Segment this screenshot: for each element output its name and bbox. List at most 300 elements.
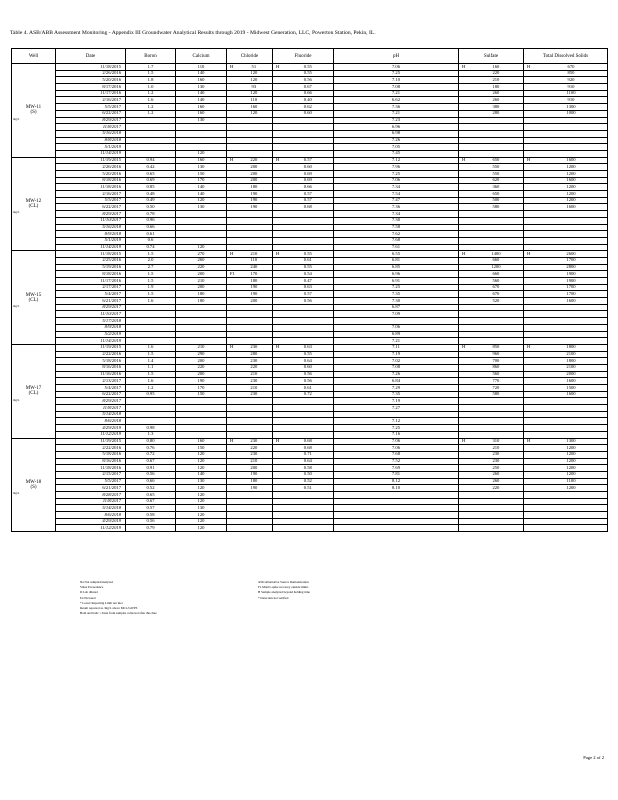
table-row <box>12 311 608 318</box>
sulfate-cell <box>459 418 524 425</box>
chloride-cell <box>227 110 273 117</box>
calcium-cell <box>176 211 227 218</box>
value: 190 <box>250 290 258 296</box>
value: 230 <box>492 458 500 464</box>
table-row <box>12 358 608 365</box>
date-cell: 2/22/2016 <box>56 445 126 452</box>
table-row <box>12 398 608 405</box>
ph-cell: 6.87 <box>334 304 459 311</box>
fluoride-cell <box>273 485 334 492</box>
well-unit: mg/L <box>13 491 20 496</box>
qualifier-flag: H <box>462 63 466 69</box>
fluoride-cell <box>273 431 334 438</box>
date-cell: 8/18/2016 <box>56 271 126 278</box>
value: 1600 <box>566 157 576 163</box>
value: 0.55 <box>303 250 312 256</box>
value: 360 <box>492 183 500 189</box>
calcium-cell: 150 <box>176 171 227 178</box>
boron-cell: 1.6 <box>126 298 176 305</box>
calcium-cell: 290 <box>176 351 227 358</box>
tds-cell <box>524 237 608 244</box>
value: 180 <box>250 183 258 189</box>
sulfate-cell <box>459 184 524 191</box>
tds-cell <box>524 445 608 452</box>
fluoride-cell <box>273 64 334 71</box>
fluoride-cell <box>273 344 334 351</box>
sulfate-cell <box>459 204 524 211</box>
fluoride-cell <box>273 150 334 157</box>
chloride-cell <box>227 304 273 311</box>
sulfate-cell <box>459 525 524 532</box>
boron-cell: 0.80 <box>126 438 176 445</box>
sulfate-cell <box>459 197 524 204</box>
value: 1200 <box>566 197 576 203</box>
ph-cell: 7.21 <box>334 90 459 97</box>
value: 210 <box>492 444 500 450</box>
date-cell: 11/19/2015 <box>56 438 126 445</box>
chloride-cell <box>227 224 273 231</box>
value: 0.56 <box>303 377 312 383</box>
chloride-cell <box>227 271 273 278</box>
chloride-cell <box>227 492 273 499</box>
table-row <box>12 458 608 465</box>
calcium-cell: 120 <box>176 458 227 465</box>
tds-cell <box>524 338 608 345</box>
calcium-cell: 200 <box>176 284 227 291</box>
ph-cell: 7.68 <box>334 451 459 458</box>
boron-cell: 0.67 <box>126 458 176 465</box>
value: 0.68 <box>303 203 312 209</box>
value: 210 <box>250 371 258 377</box>
table-row <box>12 171 608 178</box>
table-row <box>12 217 608 224</box>
value: 0.66 <box>303 90 312 96</box>
sulfate-cell <box>459 385 524 392</box>
date-cell: 5/2/2019 <box>56 331 126 338</box>
calcium-cell <box>176 144 227 151</box>
calcium-cell <box>176 137 227 144</box>
tds-cell <box>524 324 608 331</box>
fluoride-cell <box>273 130 334 137</box>
value: 0.57 <box>303 197 312 203</box>
chloride-cell <box>227 90 273 97</box>
tds-cell <box>524 164 608 171</box>
calcium-cell <box>176 217 227 224</box>
well-unit: mg/L <box>13 210 20 215</box>
calcium-cell: 160 <box>176 110 227 117</box>
ph-cell: 7.34 <box>334 211 459 218</box>
table-row <box>12 144 608 151</box>
tds-cell <box>524 331 608 338</box>
sulfate-cell <box>459 351 524 358</box>
boron-cell: 1.2 <box>126 385 176 392</box>
calcium-cell: 160 <box>176 104 227 111</box>
value: 210 <box>250 384 258 390</box>
well-name: MW-11 <box>25 105 42 111</box>
table-row <box>12 411 608 418</box>
table-row <box>12 351 608 358</box>
table-row <box>12 124 608 131</box>
date-cell: 8/29/2017 <box>56 304 126 311</box>
qualifier-flag: H <box>527 250 531 256</box>
value: 180 <box>250 277 258 283</box>
calcium-cell <box>176 418 227 425</box>
value: 0.67 <box>303 83 312 89</box>
table-row <box>12 371 608 378</box>
qualifier-flag: H <box>462 157 466 163</box>
sulfate-cell <box>459 458 524 465</box>
fluoride-cell <box>273 251 334 258</box>
tds-cell <box>524 298 608 305</box>
table-row <box>12 418 608 425</box>
tds-cell <box>524 150 608 157</box>
value: 0.60 <box>303 110 312 116</box>
date-cell: 8/16/2016 <box>56 458 126 465</box>
value: 2000 <box>566 371 576 377</box>
fluoride-cell <box>273 237 334 244</box>
value: 0.55 <box>303 70 312 76</box>
sulfate-cell <box>459 64 524 71</box>
tds-cell <box>524 492 608 499</box>
ph-cell: 7.19 <box>334 398 459 405</box>
value: 210 <box>492 76 500 82</box>
ph-cell: 6.89 <box>334 331 459 338</box>
fluoride-cell <box>273 144 334 151</box>
sulfate-cell <box>459 278 524 285</box>
table-row <box>12 278 608 285</box>
date-cell: 6/21/2017 <box>56 485 126 492</box>
calcium-cell <box>176 405 227 412</box>
calcium-cell: 120 <box>176 512 227 519</box>
fluoride-cell <box>273 124 334 131</box>
chloride-cell <box>227 64 273 71</box>
table-row <box>12 211 608 218</box>
calcium-cell: 180 <box>176 291 227 298</box>
note-line: * Detection not verified <box>258 595 289 600</box>
value: 250 <box>492 464 500 470</box>
table-row <box>12 525 608 532</box>
table-row <box>12 391 608 398</box>
table-row <box>12 90 608 97</box>
table-row <box>12 378 608 385</box>
calcium-cell: 160 <box>176 438 227 445</box>
ph-cell: 7.12 <box>334 157 459 164</box>
value: 220 <box>250 444 258 450</box>
calcium-cell: 150 <box>176 391 227 398</box>
tds-cell <box>524 478 608 485</box>
fluoride-cell <box>273 391 334 398</box>
chloride-cell <box>227 211 273 218</box>
tds-cell <box>524 512 608 519</box>
value: 910 <box>567 83 575 89</box>
fluoride-cell <box>273 451 334 458</box>
value: 1600 <box>566 391 576 397</box>
date-cell: 5/4/2017 <box>56 385 126 392</box>
date-cell: 6/21/2017 <box>56 298 126 305</box>
fluoride-cell <box>273 197 334 204</box>
value: 1200 <box>566 458 576 464</box>
boron-cell: 0.50 <box>126 204 176 211</box>
value: 620 <box>492 177 500 183</box>
table-row <box>12 344 608 351</box>
table-row <box>12 224 608 231</box>
value: 200 <box>250 177 258 183</box>
value: 200 <box>250 464 258 470</box>
value: 0.68 <box>303 438 312 444</box>
value: 1700 <box>566 290 576 296</box>
fluoride-cell <box>273 84 334 91</box>
sulfate-cell <box>459 97 524 104</box>
fluoride-cell <box>273 97 334 104</box>
boron-cell: 0.49 <box>126 197 176 204</box>
tds-cell <box>524 344 608 351</box>
value: 280 <box>492 110 500 116</box>
date-cell: 8/9/2018 <box>56 231 126 238</box>
tds-cell <box>524 364 608 371</box>
note-line: Na Not sampled/analyzed <box>80 580 113 584</box>
sulfate-cell <box>459 338 524 345</box>
boron-cell: 1.3 <box>126 431 176 438</box>
sulfate-cell <box>459 284 524 291</box>
value: 670 <box>492 290 500 296</box>
ph-cell: 7.52 <box>334 458 459 465</box>
tds-cell <box>524 385 608 392</box>
boron-cell: 0.6 <box>126 237 176 244</box>
ph-cell <box>334 411 459 418</box>
ph-cell: 7.47 <box>334 197 459 204</box>
value: 1200 <box>566 190 576 196</box>
qualifier-flag: H <box>276 250 280 256</box>
date-cell: 11/12/2019 <box>56 525 126 532</box>
sulfate-cell <box>459 478 524 485</box>
sulfate-cell <box>459 291 524 298</box>
ph-cell: 7.08 <box>334 84 459 91</box>
boron-cell: 1.2 <box>126 104 176 111</box>
fluoride-cell <box>273 211 334 218</box>
value: 110 <box>250 257 258 263</box>
sulfate-cell <box>459 150 524 157</box>
boron-cell: 1.5 <box>126 371 176 378</box>
tds-cell <box>524 171 608 178</box>
tds-cell <box>524 271 608 278</box>
table-row <box>12 298 608 305</box>
calcium-cell <box>176 124 227 131</box>
fluoride-cell <box>273 164 334 171</box>
boron-cell <box>126 304 176 311</box>
ph-cell: 7.25 <box>334 425 459 432</box>
calcium-cell: 120 <box>176 485 227 492</box>
tds-cell <box>524 391 608 398</box>
date-cell: 8/29/2017 <box>56 211 126 218</box>
value: 650 <box>492 190 500 196</box>
calcium-cell: 140 <box>176 184 227 191</box>
calcium-cell: 110 <box>176 64 227 71</box>
sulfate-cell <box>459 191 524 198</box>
note-line: ASD Alternative Source Demonstration <box>258 580 309 584</box>
fluoride-cell <box>273 264 334 271</box>
fluoride-cell <box>273 284 334 291</box>
value: 200 <box>250 297 258 303</box>
boron-cell: 1.2 <box>126 90 176 97</box>
calcium-cell <box>176 318 227 325</box>
value: 0.52 <box>303 478 312 484</box>
boron-cell: 1.5 <box>126 278 176 285</box>
boron-cell: 0.56 <box>126 471 176 478</box>
calcium-cell: 130 <box>176 204 227 211</box>
boron-cell: 1.6 <box>126 344 176 351</box>
calcium-cell: 130 <box>176 117 227 124</box>
date-cell: 6/22/2017 <box>56 110 126 117</box>
tds-cell <box>524 278 608 285</box>
table-row <box>12 244 608 251</box>
sulfate-cell <box>459 164 524 171</box>
boron-cell: 0.76 <box>126 445 176 452</box>
tds-cell <box>524 90 608 97</box>
table-row <box>12 304 608 311</box>
table-row <box>12 405 608 412</box>
value: 910 <box>567 96 575 102</box>
value: 2100 <box>566 364 576 370</box>
table-row <box>12 150 608 157</box>
tds-cell <box>524 70 608 77</box>
boron-cell <box>126 411 176 418</box>
chloride-cell <box>227 471 273 478</box>
date-cell: 5/1/2019 <box>56 237 126 244</box>
well-cell <box>12 64 56 158</box>
sulfate-cell <box>459 512 524 519</box>
sulfate-cell <box>459 344 524 351</box>
fluoride-cell <box>273 304 334 311</box>
value: 190 <box>250 471 258 477</box>
value: 560 <box>492 277 500 283</box>
tds-cell <box>524 257 608 264</box>
table-row <box>12 237 608 244</box>
ph-cell: 7.30 <box>334 217 459 224</box>
chloride-cell <box>227 311 273 318</box>
value: 220 <box>492 484 500 490</box>
qualifier-flag: H <box>462 250 466 256</box>
chloride-cell <box>227 291 273 298</box>
qualifier-flag: H <box>462 438 466 444</box>
calcium-cell: 120 <box>176 492 227 499</box>
boron-cell: 0.78 <box>126 211 176 218</box>
qualifier-flag: F1 <box>230 270 235 276</box>
tds-cell <box>524 304 608 311</box>
ph-cell: 7.34 <box>334 184 459 191</box>
value: 0.64 <box>303 357 312 363</box>
value: 0.51 <box>303 484 312 490</box>
value: 0.56 <box>303 371 312 377</box>
tds-cell <box>524 485 608 492</box>
note-line: Bold and italic = Data from samples collected after this date <box>80 611 157 616</box>
table-row <box>12 70 608 77</box>
value: 190 <box>250 190 258 196</box>
value: 230 <box>250 391 258 397</box>
calcium-cell: 140 <box>176 191 227 198</box>
value: 1500 <box>566 384 576 390</box>
calcium-cell: 210 <box>176 344 227 351</box>
calcium-cell: 220 <box>176 364 227 371</box>
well-type: (CL) <box>28 203 39 209</box>
table-row <box>12 271 608 278</box>
fluoride-cell <box>273 398 334 405</box>
sulfate-cell <box>459 231 524 238</box>
sulfate-cell <box>459 498 524 505</box>
tds-cell <box>524 204 608 211</box>
date-cell: 2/26/2016 <box>56 70 126 77</box>
ph-cell: 7.02 <box>334 358 459 365</box>
date-cell: 2/16/2017 <box>56 97 126 104</box>
boron-cell: 0.85 <box>126 184 176 191</box>
ph-cell: 7.54 <box>334 191 459 198</box>
chloride-cell <box>227 257 273 264</box>
date-cell: 11/8/2017 <box>56 498 126 505</box>
sulfate-cell <box>459 391 524 398</box>
ph-cell: 7.26 <box>334 371 459 378</box>
qualifier-flag: H <box>276 344 280 350</box>
sulfate-cell <box>459 110 524 117</box>
tds-cell <box>524 84 608 91</box>
fluoride-cell <box>273 77 334 84</box>
value: 1200 <box>566 163 576 169</box>
value: 200 <box>250 163 258 169</box>
col-header-fluoride: Fluoride <box>273 49 334 64</box>
ph-cell: 7.12 <box>334 418 459 425</box>
chloride-cell <box>227 177 273 184</box>
tds-cell <box>524 465 608 472</box>
value: 670 <box>567 63 575 69</box>
calcium-cell: 150 <box>176 445 227 452</box>
table-row <box>12 177 608 184</box>
date-cell: 11/17/2016 <box>56 278 126 285</box>
fluoride-cell <box>273 371 334 378</box>
boron-cell: 0.98 <box>126 425 176 432</box>
boron-cell: 0.74 <box>126 244 176 251</box>
value: 0.69 <box>303 177 312 183</box>
value: 0.63 <box>303 344 312 350</box>
value: 1200 <box>566 484 576 490</box>
sulfate-cell <box>459 465 524 472</box>
value: 93 <box>251 83 257 89</box>
date-cell: 8/18/2016 <box>56 177 126 184</box>
boron-cell <box>126 124 176 131</box>
chloride-cell <box>227 512 273 519</box>
sulfate-cell <box>459 144 524 151</box>
date-cell: 11/14/2019 <box>56 244 126 251</box>
well-name: MW-12 <box>25 198 42 204</box>
value: 2600 <box>566 250 576 256</box>
fluoride-cell <box>273 271 334 278</box>
value: 660 <box>492 257 500 263</box>
calcium-cell: 180 <box>176 298 227 305</box>
sulfate-cell <box>459 425 524 432</box>
value: 550 <box>492 163 500 169</box>
well-name: MW-17 <box>25 386 42 392</box>
qualifier-flag: H <box>527 344 531 350</box>
chloride-cell <box>227 97 273 104</box>
well-unit: mg/L <box>13 397 20 402</box>
chloride-cell <box>227 204 273 211</box>
value: 180 <box>250 478 258 484</box>
value: 190 <box>250 203 258 209</box>
boron-cell: 0.57 <box>126 505 176 512</box>
value: 560 <box>492 371 500 377</box>
fluoride-cell <box>273 471 334 478</box>
chloride-cell <box>227 251 273 258</box>
fluoride-cell <box>273 478 334 485</box>
calcium-cell: 120 <box>176 498 227 505</box>
col-header-chloride: Chloride <box>227 49 273 64</box>
